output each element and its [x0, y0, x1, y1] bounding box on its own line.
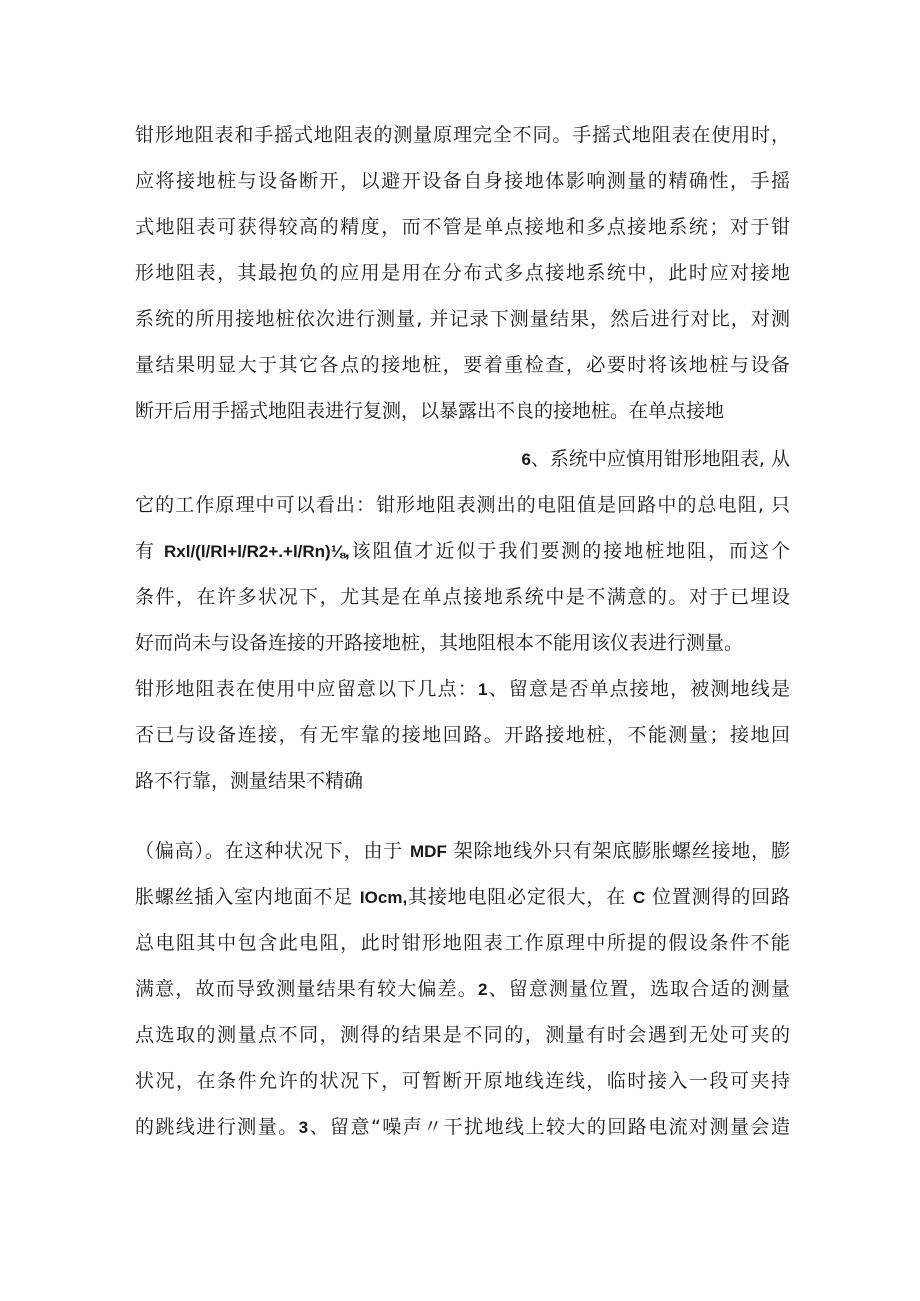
text-span: 位置测得的回路	[645, 886, 790, 908]
text-line	[135, 880, 790, 914]
text-span: 架除地线外只有架底膨胀螺丝接地，膨	[446, 840, 790, 862]
text-line: 钳形地阻表和手摇式地阻表的测量原理完全不同。手摇式地阻表在使用时，	[135, 124, 790, 146]
text-span: 、留意测量位置，选取合适的测量	[487, 978, 790, 1000]
text-line: 系统的所用接地桩依次进行测量, 并记录下测量结果，然后进行对比，对测	[135, 308, 790, 330]
position-label: C	[632, 888, 646, 907]
text-line	[135, 972, 790, 1006]
measurement: IOcm,	[359, 888, 408, 907]
text-span: 其接地电阻必定很大，在	[407, 886, 633, 908]
text-span: 、留意是否单点接地，被测地线是	[487, 678, 790, 700]
text-span: 的跳线进行测量。	[135, 1116, 299, 1138]
text-line: 条件，在许多状况下，尤其是在单点接地系统中是不满意的。对于已埋设	[135, 586, 790, 608]
abbreviation: MDF	[410, 842, 447, 861]
text-line: 断开后用手摇式地阻表进行复测，以暴露出不良的接地桩。在单点接地	[135, 400, 725, 422]
text-line: 量结果明显大于其它各点的接地桩，要着重检查，必要时将该地桩与设备	[135, 354, 790, 376]
section-number: 6	[521, 450, 531, 469]
text-line: 形地阻表，其最抱负的应用是用在分布式多点接地系统中，此时应对接地	[135, 262, 790, 284]
text-line: 路不行靠，测量结果不精确	[135, 770, 364, 792]
text-span: 胀螺丝插入室内地面不足	[135, 886, 360, 908]
text-line	[135, 672, 790, 706]
text-span: 该阻值才近似于我们要测的接地桩地阻，而这个	[349, 540, 790, 562]
text-line	[135, 1110, 790, 1144]
text-line	[135, 834, 790, 868]
text-line: 状况，在条件允许的状况下，可暂断开原地线连线，临时接入一段可夹持	[135, 1070, 790, 1092]
text-line: 否已与设备连接，有无牢靠的接地回路。开路接地桩，不能测量；接地回	[135, 724, 790, 746]
section-heading	[135, 442, 790, 476]
text-line	[135, 534, 790, 568]
text-line: 应将接地桩与设备断开，以避开设备自身接地体影响测量的精确性，手摇	[135, 170, 790, 192]
list-number: 3	[298, 1118, 309, 1137]
list-number: 1	[477, 680, 488, 699]
text-line: 它的工作原理中可以看出：钳形地阻表测出的电阻值是回路中的总电阻, 只	[135, 494, 790, 516]
list-number: 2	[477, 980, 488, 999]
text-span: （偏高）。在这种状况下，由于	[135, 840, 410, 862]
text-line: 点选取的测量点不同，测得的结果是不同的，测量有时会遇到无处可夹的	[135, 1024, 790, 1046]
text-span: 、留意“噪声〃干扰地线上较大的回路电流对测量会造	[308, 1116, 790, 1138]
text-span: 有	[135, 540, 164, 562]
section-heading-text: 、系统中应慎用钳形地阻表, 从	[530, 448, 790, 470]
text-span: 满意，故而导致测量结果有较大偏差。	[135, 978, 478, 1000]
formula: Rxl/(l/Rl+l/R2+.+l/Rn)⅛,	[163, 542, 350, 561]
text-line: 总电阻其中包含此电阻，此时钳形地阻表工作原理中所提的假设条件不能	[135, 932, 790, 954]
text-span: 钳形地阻表在使用中应留意以下几点：	[135, 678, 478, 700]
text-line: 好而尚未与设备连接的开路接地桩，其地阻根本不能用该仪表进行测量。	[135, 632, 744, 654]
text-line: 式地阻表可获得较高的精度，而不管是单点接地和多点接地系统；对于钳	[135, 216, 790, 238]
